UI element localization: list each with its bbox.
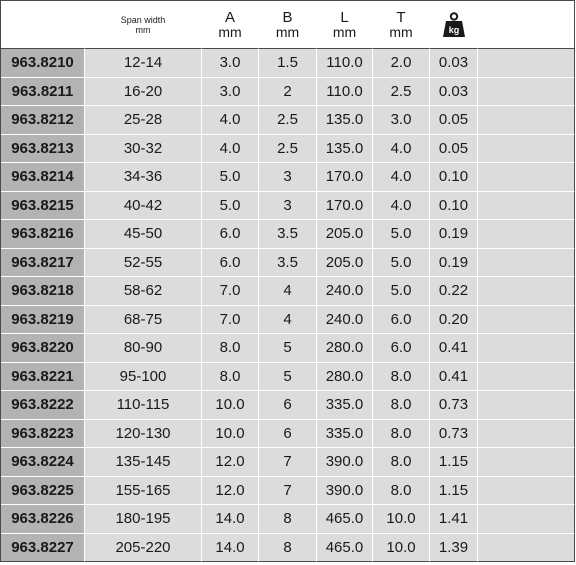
l-cell: 135.0 xyxy=(317,135,373,164)
t-cell: 8.0 xyxy=(373,477,430,506)
t-label: T xyxy=(396,8,406,26)
a-cell: 12.0 xyxy=(202,477,259,506)
empty-cell xyxy=(478,334,575,363)
weight-cell: 0.10 xyxy=(430,163,478,192)
span-cell: 30-32 xyxy=(85,135,202,164)
empty-cell xyxy=(478,163,575,192)
b-cell: 3.5 xyxy=(259,220,317,249)
l-cell: 240.0 xyxy=(317,277,373,306)
a-cell: 14.0 xyxy=(202,505,259,534)
t-cell: 4.0 xyxy=(373,135,430,164)
code-cell: 963.8211 xyxy=(1,78,85,107)
t-cell: 8.0 xyxy=(373,448,430,477)
l-cell: 465.0 xyxy=(317,505,373,534)
b-cell: 4 xyxy=(259,277,317,306)
a-cell: 4.0 xyxy=(202,106,259,135)
l-cell: 170.0 xyxy=(317,163,373,192)
weight-cell: 0.41 xyxy=(430,334,478,363)
empty-cell xyxy=(478,192,575,221)
a-cell: 14.0 xyxy=(202,534,259,563)
t-cell: 5.0 xyxy=(373,277,430,306)
a-cell: 8.0 xyxy=(202,334,259,363)
empty-cell xyxy=(478,249,575,278)
table-row xyxy=(1,78,575,107)
header-empty xyxy=(478,1,575,49)
t-cell: 10.0 xyxy=(373,534,430,563)
l-unit: mm xyxy=(332,23,357,40)
a-cell: 4.0 xyxy=(202,135,259,164)
a-cell: 7.0 xyxy=(202,306,259,335)
code-cell: 963.8222 xyxy=(1,391,85,420)
span-cell: 58-62 xyxy=(85,277,202,306)
weight-cell: 1.41 xyxy=(430,505,478,534)
empty-cell xyxy=(478,106,575,135)
table-row xyxy=(1,192,575,221)
span-cell: 12-14 xyxy=(85,49,202,78)
code-cell: 963.8210 xyxy=(1,49,85,78)
span-cell: 120-130 xyxy=(85,420,202,449)
code-cell: 963.8223 xyxy=(1,420,85,449)
b-cell: 5 xyxy=(259,334,317,363)
b-cell: 4 xyxy=(259,306,317,335)
weight-cell: 0.20 xyxy=(430,306,478,335)
table-row xyxy=(1,391,575,420)
span-width-unit: mm xyxy=(135,24,151,35)
a-cell: 7.0 xyxy=(202,277,259,306)
b-cell: 2.5 xyxy=(259,135,317,164)
span-cell: 110-115 xyxy=(85,391,202,420)
table-row xyxy=(1,363,575,392)
weight-cell: 0.41 xyxy=(430,363,478,392)
code-cell: 963.8215 xyxy=(1,192,85,221)
t-cell: 5.0 xyxy=(373,220,430,249)
weight-cell: 0.73 xyxy=(430,420,478,449)
span-width-label: Span width xyxy=(120,14,166,25)
a-cell: 3.0 xyxy=(202,78,259,107)
table-row xyxy=(1,505,575,534)
span-cell: 95-100 xyxy=(85,363,202,392)
table-row xyxy=(1,477,575,506)
table-row xyxy=(1,163,575,192)
b-cell: 7 xyxy=(259,477,317,506)
t-cell: 4.0 xyxy=(373,163,430,192)
weight-cell: 1.15 xyxy=(430,477,478,506)
table-body xyxy=(1,49,575,562)
code-cell: 963.8220 xyxy=(1,334,85,363)
b-cell: 2.5 xyxy=(259,106,317,135)
table-row xyxy=(1,420,575,449)
empty-cell xyxy=(478,78,575,107)
t-cell: 8.0 xyxy=(373,363,430,392)
a-cell: 3.0 xyxy=(202,49,259,78)
span-cell: 34-36 xyxy=(85,163,202,192)
a-label: A xyxy=(224,8,235,26)
t-cell: 5.0 xyxy=(373,249,430,278)
weight-cell: 0.05 xyxy=(430,106,478,135)
table-row xyxy=(1,135,575,164)
code-cell: 963.8212 xyxy=(1,106,85,135)
weight-cell: 1.15 xyxy=(430,448,478,477)
table-row xyxy=(1,306,575,335)
l-cell: 280.0 xyxy=(317,334,373,363)
b-cell: 5 xyxy=(259,363,317,392)
b-cell: 8 xyxy=(259,534,317,563)
weight-cell: 0.19 xyxy=(430,220,478,249)
l-cell: 280.0 xyxy=(317,363,373,392)
code-cell: 963.8225 xyxy=(1,477,85,506)
a-unit: mm xyxy=(218,23,242,40)
code-cell: 963.8217 xyxy=(1,249,85,278)
a-cell: 6.0 xyxy=(202,249,259,278)
l-cell: 465.0 xyxy=(317,534,373,563)
span-cell: 205-220 xyxy=(85,534,202,563)
span-cell: 155-165 xyxy=(85,477,202,506)
empty-cell xyxy=(478,391,575,420)
t-cell: 10.0 xyxy=(373,505,430,534)
empty-cell xyxy=(478,277,575,306)
a-cell: 10.0 xyxy=(202,391,259,420)
weight-cell: 0.73 xyxy=(430,391,478,420)
b-unit: mm xyxy=(275,23,300,40)
l-cell: 205.0 xyxy=(317,249,373,278)
b-cell: 6 xyxy=(259,420,317,449)
header-l xyxy=(317,1,373,49)
code-cell: 963.8224 xyxy=(1,448,85,477)
span-cell: 45-50 xyxy=(85,220,202,249)
l-cell: 205.0 xyxy=(317,220,373,249)
l-cell: 390.0 xyxy=(317,477,373,506)
header-weight xyxy=(430,1,478,49)
weight-icon-text: kg xyxy=(448,24,459,35)
l-cell: 240.0 xyxy=(317,306,373,335)
t-cell: 2.0 xyxy=(373,49,430,78)
l-cell: 110.0 xyxy=(317,49,373,78)
weight-cell: 0.19 xyxy=(430,249,478,278)
empty-cell xyxy=(478,135,575,164)
header-t xyxy=(373,1,430,49)
span-cell: 52-55 xyxy=(85,249,202,278)
empty-cell xyxy=(478,477,575,506)
t-cell: 3.0 xyxy=(373,106,430,135)
code-cell: 963.8216 xyxy=(1,220,85,249)
span-cell: 80-90 xyxy=(85,334,202,363)
t-cell: 8.0 xyxy=(373,420,430,449)
span-cell: 135-145 xyxy=(85,448,202,477)
span-cell: 68-75 xyxy=(85,306,202,335)
span-cell: 25-28 xyxy=(85,106,202,135)
span-cell: 180-195 xyxy=(85,505,202,534)
t-unit: mm xyxy=(389,23,413,40)
weight-cell: 0.05 xyxy=(430,135,478,164)
empty-cell xyxy=(478,448,575,477)
weight-cell: 1.39 xyxy=(430,534,478,563)
table-row xyxy=(1,106,575,135)
empty-cell xyxy=(478,505,575,534)
b-label: B xyxy=(282,8,293,26)
b-cell: 7 xyxy=(259,448,317,477)
a-cell: 5.0 xyxy=(202,192,259,221)
l-label: L xyxy=(340,8,349,26)
l-cell: 110.0 xyxy=(317,78,373,107)
l-cell: 390.0 xyxy=(317,448,373,477)
code-cell: 963.8219 xyxy=(1,306,85,335)
l-cell: 335.0 xyxy=(317,420,373,449)
table-row xyxy=(1,49,575,78)
b-cell: 8 xyxy=(259,505,317,534)
a-cell: 6.0 xyxy=(202,220,259,249)
a-cell: 8.0 xyxy=(202,363,259,392)
header-code xyxy=(1,1,85,49)
b-cell: 1.5 xyxy=(259,49,317,78)
t-cell: 6.0 xyxy=(373,306,430,335)
t-cell: 4.0 xyxy=(373,192,430,221)
header-span-width xyxy=(85,1,202,49)
code-cell: 963.8218 xyxy=(1,277,85,306)
header-row xyxy=(1,1,575,49)
b-cell: 6 xyxy=(259,391,317,420)
b-cell: 2 xyxy=(259,78,317,107)
span-cell: 40-42 xyxy=(85,192,202,221)
table-row xyxy=(1,334,575,363)
weight-icon xyxy=(442,12,466,38)
table-row xyxy=(1,249,575,278)
b-cell: 3.5 xyxy=(259,249,317,278)
code-cell: 963.8213 xyxy=(1,135,85,164)
t-cell: 8.0 xyxy=(373,391,430,420)
empty-cell xyxy=(478,220,575,249)
b-cell: 3 xyxy=(259,192,317,221)
weight-cell: 0.03 xyxy=(430,49,478,78)
empty-cell xyxy=(478,306,575,335)
t-cell: 2.5 xyxy=(373,78,430,107)
code-cell: 963.8226 xyxy=(1,505,85,534)
header-a xyxy=(202,1,259,49)
code-cell: 963.8227 xyxy=(1,534,85,563)
empty-cell xyxy=(478,49,575,78)
code-cell: 963.8214 xyxy=(1,163,85,192)
header-b xyxy=(259,1,317,49)
code-cell: 963.8221 xyxy=(1,363,85,392)
span-cell: 16-20 xyxy=(85,78,202,107)
empty-cell xyxy=(478,420,575,449)
empty-cell xyxy=(478,363,575,392)
a-cell: 5.0 xyxy=(202,163,259,192)
l-cell: 135.0 xyxy=(317,106,373,135)
a-cell: 12.0 xyxy=(202,448,259,477)
l-cell: 170.0 xyxy=(317,192,373,221)
l-cell: 335.0 xyxy=(317,391,373,420)
a-cell: 10.0 xyxy=(202,420,259,449)
table-row xyxy=(1,220,575,249)
table-row xyxy=(1,534,575,563)
b-cell: 3 xyxy=(259,163,317,192)
t-cell: 6.0 xyxy=(373,334,430,363)
empty-cell xyxy=(478,534,575,563)
weight-cell: 0.03 xyxy=(430,78,478,107)
table-row xyxy=(1,277,575,306)
weight-cell: 0.22 xyxy=(430,277,478,306)
table-row xyxy=(1,448,575,477)
weight-cell: 0.10 xyxy=(430,192,478,221)
